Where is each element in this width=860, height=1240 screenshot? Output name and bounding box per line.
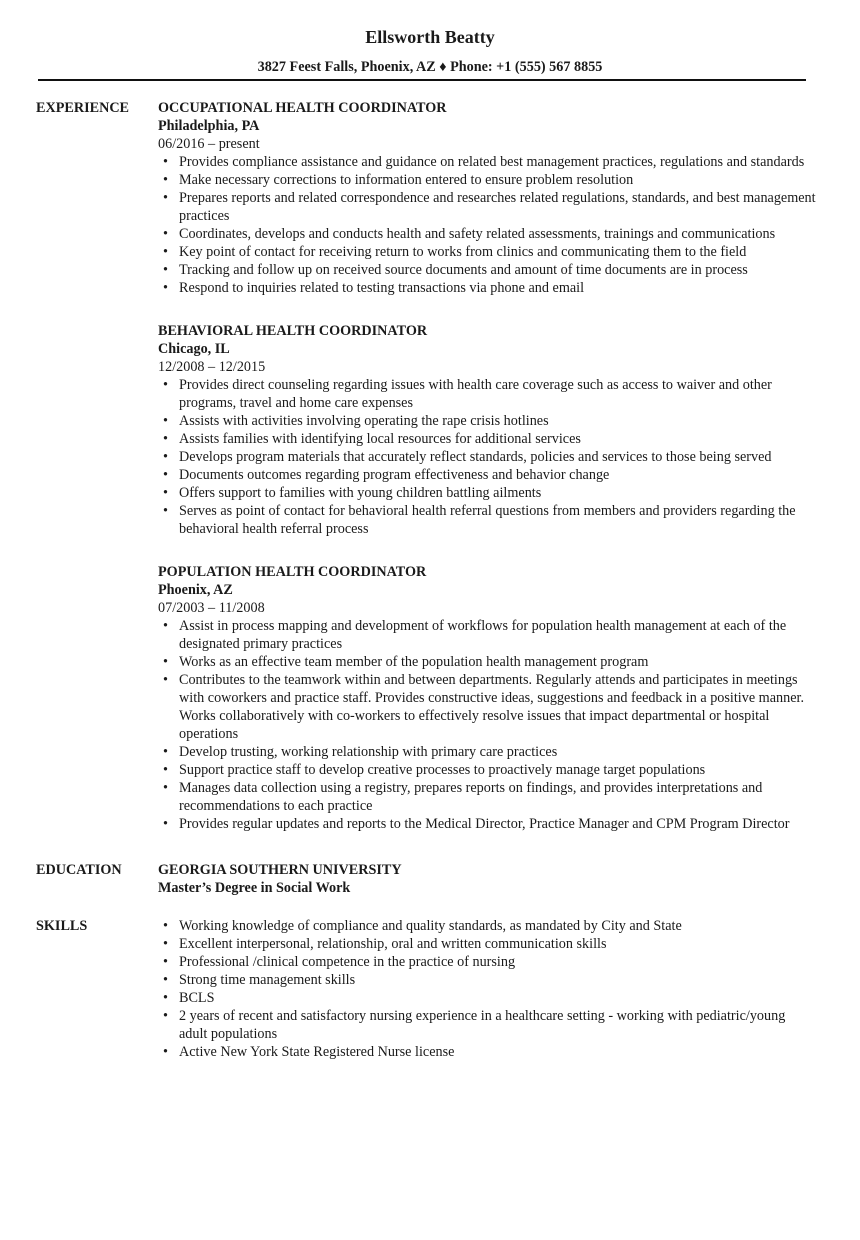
list-item: • Assist in process mapping and development of workflows for population health management at each of the designated primary practices: [158, 617, 816, 653]
list-item: • Serves as point of contact for behavioral health referral questions from members and providers regarding the behavioral health referral process: [158, 502, 816, 538]
list-item: • BCLS: [158, 989, 816, 1007]
job-title: POPULATION HEALTH COORDINATOR: [158, 564, 427, 580]
job-bullets: [158, 617, 816, 833]
list-item: • Contributes to the teamwork within and between departments. Regularly attends and participates in meetings with coworkers and practice staff. Provides constructive ideas, suggestions and feedback in a positive manner. Works collaboratively with co-workers to effectively resolve issues that impact departmental or hospital operations: [158, 671, 816, 743]
list-item: • Works as an effective team member of the population health management program: [158, 653, 816, 671]
list-item: • Working knowledge of compliance and quality standards, as mandated by City and State: [158, 917, 816, 935]
experience-section: [0, 99, 860, 833]
degree: Master’s Degree in Social Work: [158, 880, 351, 896]
list-item: • Provides regular updates and reports to the Medical Director, Practice Manager and CPM Program Director: [158, 815, 816, 833]
job-bullets: [158, 376, 816, 538]
list-item: • Assists with activities involving operating the rape crisis hotlines: [158, 412, 816, 430]
list-item: • Offers support to families with young children battling ailments: [158, 484, 816, 502]
job-location: Philadelphia, PA: [158, 118, 260, 134]
candidate-name: Ellsworth Beatty: [365, 27, 495, 47]
contact-line: 3827 Feest Falls, Phoenix, AZ ♦ Phone: +1 (555) 567 8855: [257, 59, 603, 75]
skills-section: [0, 917, 860, 1061]
experience-body: [158, 99, 816, 833]
list-item: • Support practice staff to develop creative processes to proactively manage target populations: [158, 761, 816, 779]
education-section: [0, 861, 860, 897]
job-entry: [158, 563, 816, 833]
list-item: • Develop trusting, working relationship with primary care practices: [158, 743, 816, 761]
job-dates: 06/2016 – present: [158, 136, 260, 152]
list-item: • Excellent interpersonal, relationship, oral and written communication skills: [158, 935, 816, 953]
list-item: • 2 years of recent and satisfactory nursing experience in a healthcare setting - working with pediatric/young adult populations: [158, 1007, 816, 1043]
job-title: OCCUPATIONAL HEALTH COORDINATOR: [158, 100, 447, 116]
list-item: • Provides compliance assistance and guidance on related best management practices, regulations and standards: [158, 153, 816, 171]
skills-label: SKILLS: [36, 918, 88, 934]
list-item: • Coordinates, develops and conducts health and safety related assessments, trainings and communications: [158, 225, 816, 243]
header-divider: [38, 79, 806, 81]
list-item: • Tracking and follow up on received source documents and amount of time documents are in process: [158, 261, 816, 279]
job-bullets: [158, 153, 816, 297]
list-item: • Prepares reports and related correspondence and researches related regulations, standards, and best management practices: [158, 189, 816, 225]
list-item: • Strong time management skills: [158, 971, 816, 989]
skills-body: [158, 917, 816, 1061]
job-location: Phoenix, AZ: [158, 582, 233, 598]
job-entry: [158, 322, 816, 538]
list-item: • Provides direct counseling regarding issues with health care coverage such as access to waiver and other programs, travel and home care expenses: [158, 376, 816, 412]
list-item: • Make necessary corrections to information entered to ensure problem resolution: [158, 171, 816, 189]
job-entry: [158, 99, 816, 297]
school-name: GEORGIA SOUTHERN UNIVERSITY: [158, 862, 402, 878]
skills-list: [158, 917, 816, 1061]
list-item: • Active New York State Registered Nurse license: [158, 1043, 816, 1061]
experience-label: EXPERIENCE: [36, 100, 130, 116]
job-location: Chicago, IL: [158, 341, 230, 357]
job-title: BEHAVIORAL HEALTH COORDINATOR: [158, 323, 428, 339]
list-item: • Assists families with identifying local resources for additional services: [158, 430, 816, 448]
list-item: • Manages data collection using a registry, prepares reports on findings, and provides interpretations and recommendations to each practice: [158, 779, 816, 815]
list-item: • Key point of contact for receiving return to works from clinics and communicating them to the field: [158, 243, 816, 261]
education-label: EDUCATION: [36, 862, 122, 878]
list-item: • Professional /clinical competence in the practice of nursing: [158, 953, 816, 971]
list-item: • Documents outcomes regarding program effectiveness and behavior change: [158, 466, 816, 484]
job-dates: 07/2003 – 11/2008: [158, 600, 265, 616]
list-item: • Respond to inquiries related to testing transactions via phone and email: [158, 279, 816, 297]
job-dates: 12/2008 – 12/2015: [158, 359, 266, 375]
education-body: [158, 861, 816, 897]
list-item: • Develops program materials that accurately reflect standards, policies and services to those being served: [158, 448, 816, 466]
